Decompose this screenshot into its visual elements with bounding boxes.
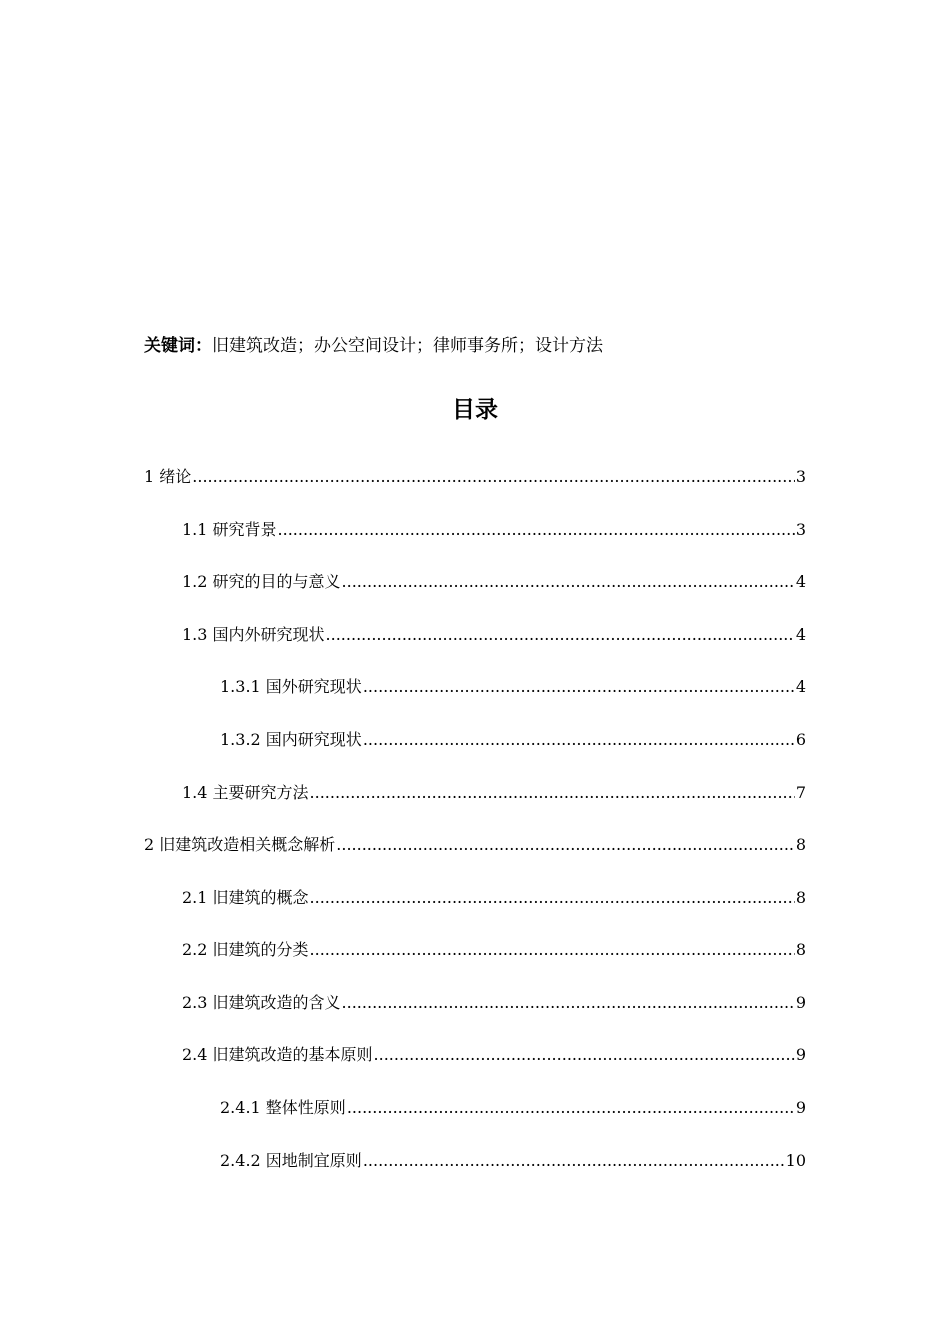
toc-leader-dots xyxy=(374,1042,795,1068)
toc-entry-title: 2.4 旧建筑改造的基本原则 xyxy=(182,1045,373,1064)
toc-entry[interactable] xyxy=(144,464,806,490)
toc-entry-title: 1.3 国内外研究现状 xyxy=(182,625,325,644)
toc-entry-title: 1 绪论 xyxy=(144,467,192,486)
toc-leader-dots xyxy=(336,832,795,858)
toc-entry-page: 9 xyxy=(795,993,806,1012)
toc-leader-dots xyxy=(192,464,795,490)
toc-entry-page: 9 xyxy=(795,1098,806,1117)
toc-entry-title: 2 旧建筑改造相关概念解析 xyxy=(144,835,336,854)
toc-title: 目录 xyxy=(452,397,498,423)
toc-entry-page: 4 xyxy=(795,625,806,644)
toc-entry[interactable] xyxy=(220,727,806,753)
toc-entry-title: 2.3 旧建筑改造的含义 xyxy=(182,993,341,1012)
toc-entry[interactable] xyxy=(182,990,806,1016)
toc-leader-dots xyxy=(342,990,795,1016)
toc-entry[interactable] xyxy=(182,937,806,963)
toc-entry-page: 6 xyxy=(795,730,806,749)
toc-leader-dots xyxy=(342,569,795,595)
toc-entry-page: 9 xyxy=(795,1045,806,1064)
toc-entry[interactable] xyxy=(182,622,806,648)
toc-entry-page: 8 xyxy=(795,940,806,959)
toc-leader-dots xyxy=(310,937,795,963)
toc-entry-title: 2.4.2 因地制宜原则 xyxy=(220,1151,362,1170)
toc-entry-title: 1.4 主要研究方法 xyxy=(182,783,309,802)
toc-leader-dots xyxy=(310,885,795,911)
toc-entry[interactable] xyxy=(182,885,806,911)
toc-entry-page: 8 xyxy=(795,888,806,907)
toc-entry-page: 7 xyxy=(795,783,806,802)
toc-leader-dots xyxy=(363,1148,785,1174)
toc-entry-title: 2.2 旧建筑的分类 xyxy=(182,940,309,959)
toc-entry[interactable] xyxy=(220,1095,806,1121)
toc-entry-title: 2.1 旧建筑的概念 xyxy=(182,888,309,907)
toc-entry-title: 1.3.1 国外研究现状 xyxy=(220,677,362,696)
keywords-text: 旧建筑改造；办公空间设计；律师事务所；设计方法 xyxy=(212,336,603,356)
toc-leader-dots xyxy=(310,780,795,806)
toc-entry[interactable] xyxy=(182,1042,806,1068)
toc-entry[interactable] xyxy=(182,569,806,595)
toc-leader-dots xyxy=(363,727,795,753)
keywords-line xyxy=(144,334,603,358)
toc-entry-page: 8 xyxy=(795,835,806,854)
toc-entry[interactable] xyxy=(220,1148,806,1174)
toc-leader-dots xyxy=(347,1095,795,1121)
toc-entry-page: 4 xyxy=(795,677,806,696)
toc-entry-page: 4 xyxy=(795,572,806,591)
toc-leader-dots xyxy=(363,674,795,700)
toc-entry-title: 1.2 研究的目的与意义 xyxy=(182,572,341,591)
toc-leader-dots xyxy=(278,517,795,543)
toc-entry-page: 3 xyxy=(795,467,806,486)
toc-entry[interactable] xyxy=(220,674,806,700)
toc-entry-page: 10 xyxy=(785,1151,806,1170)
toc-leader-dots xyxy=(326,622,795,648)
toc-entry-page: 3 xyxy=(795,520,806,539)
keywords-label: 关键词： xyxy=(144,336,212,356)
toc-entry-title: 1.3.2 国内研究现状 xyxy=(220,730,362,749)
toc-entry[interactable] xyxy=(182,517,806,543)
toc-entry-title: 1.1 研究背景 xyxy=(182,520,277,539)
toc-entry[interactable] xyxy=(144,832,806,858)
toc-entry-title: 2.4.1 整体性原则 xyxy=(220,1098,346,1117)
toc-entry[interactable] xyxy=(182,780,806,806)
